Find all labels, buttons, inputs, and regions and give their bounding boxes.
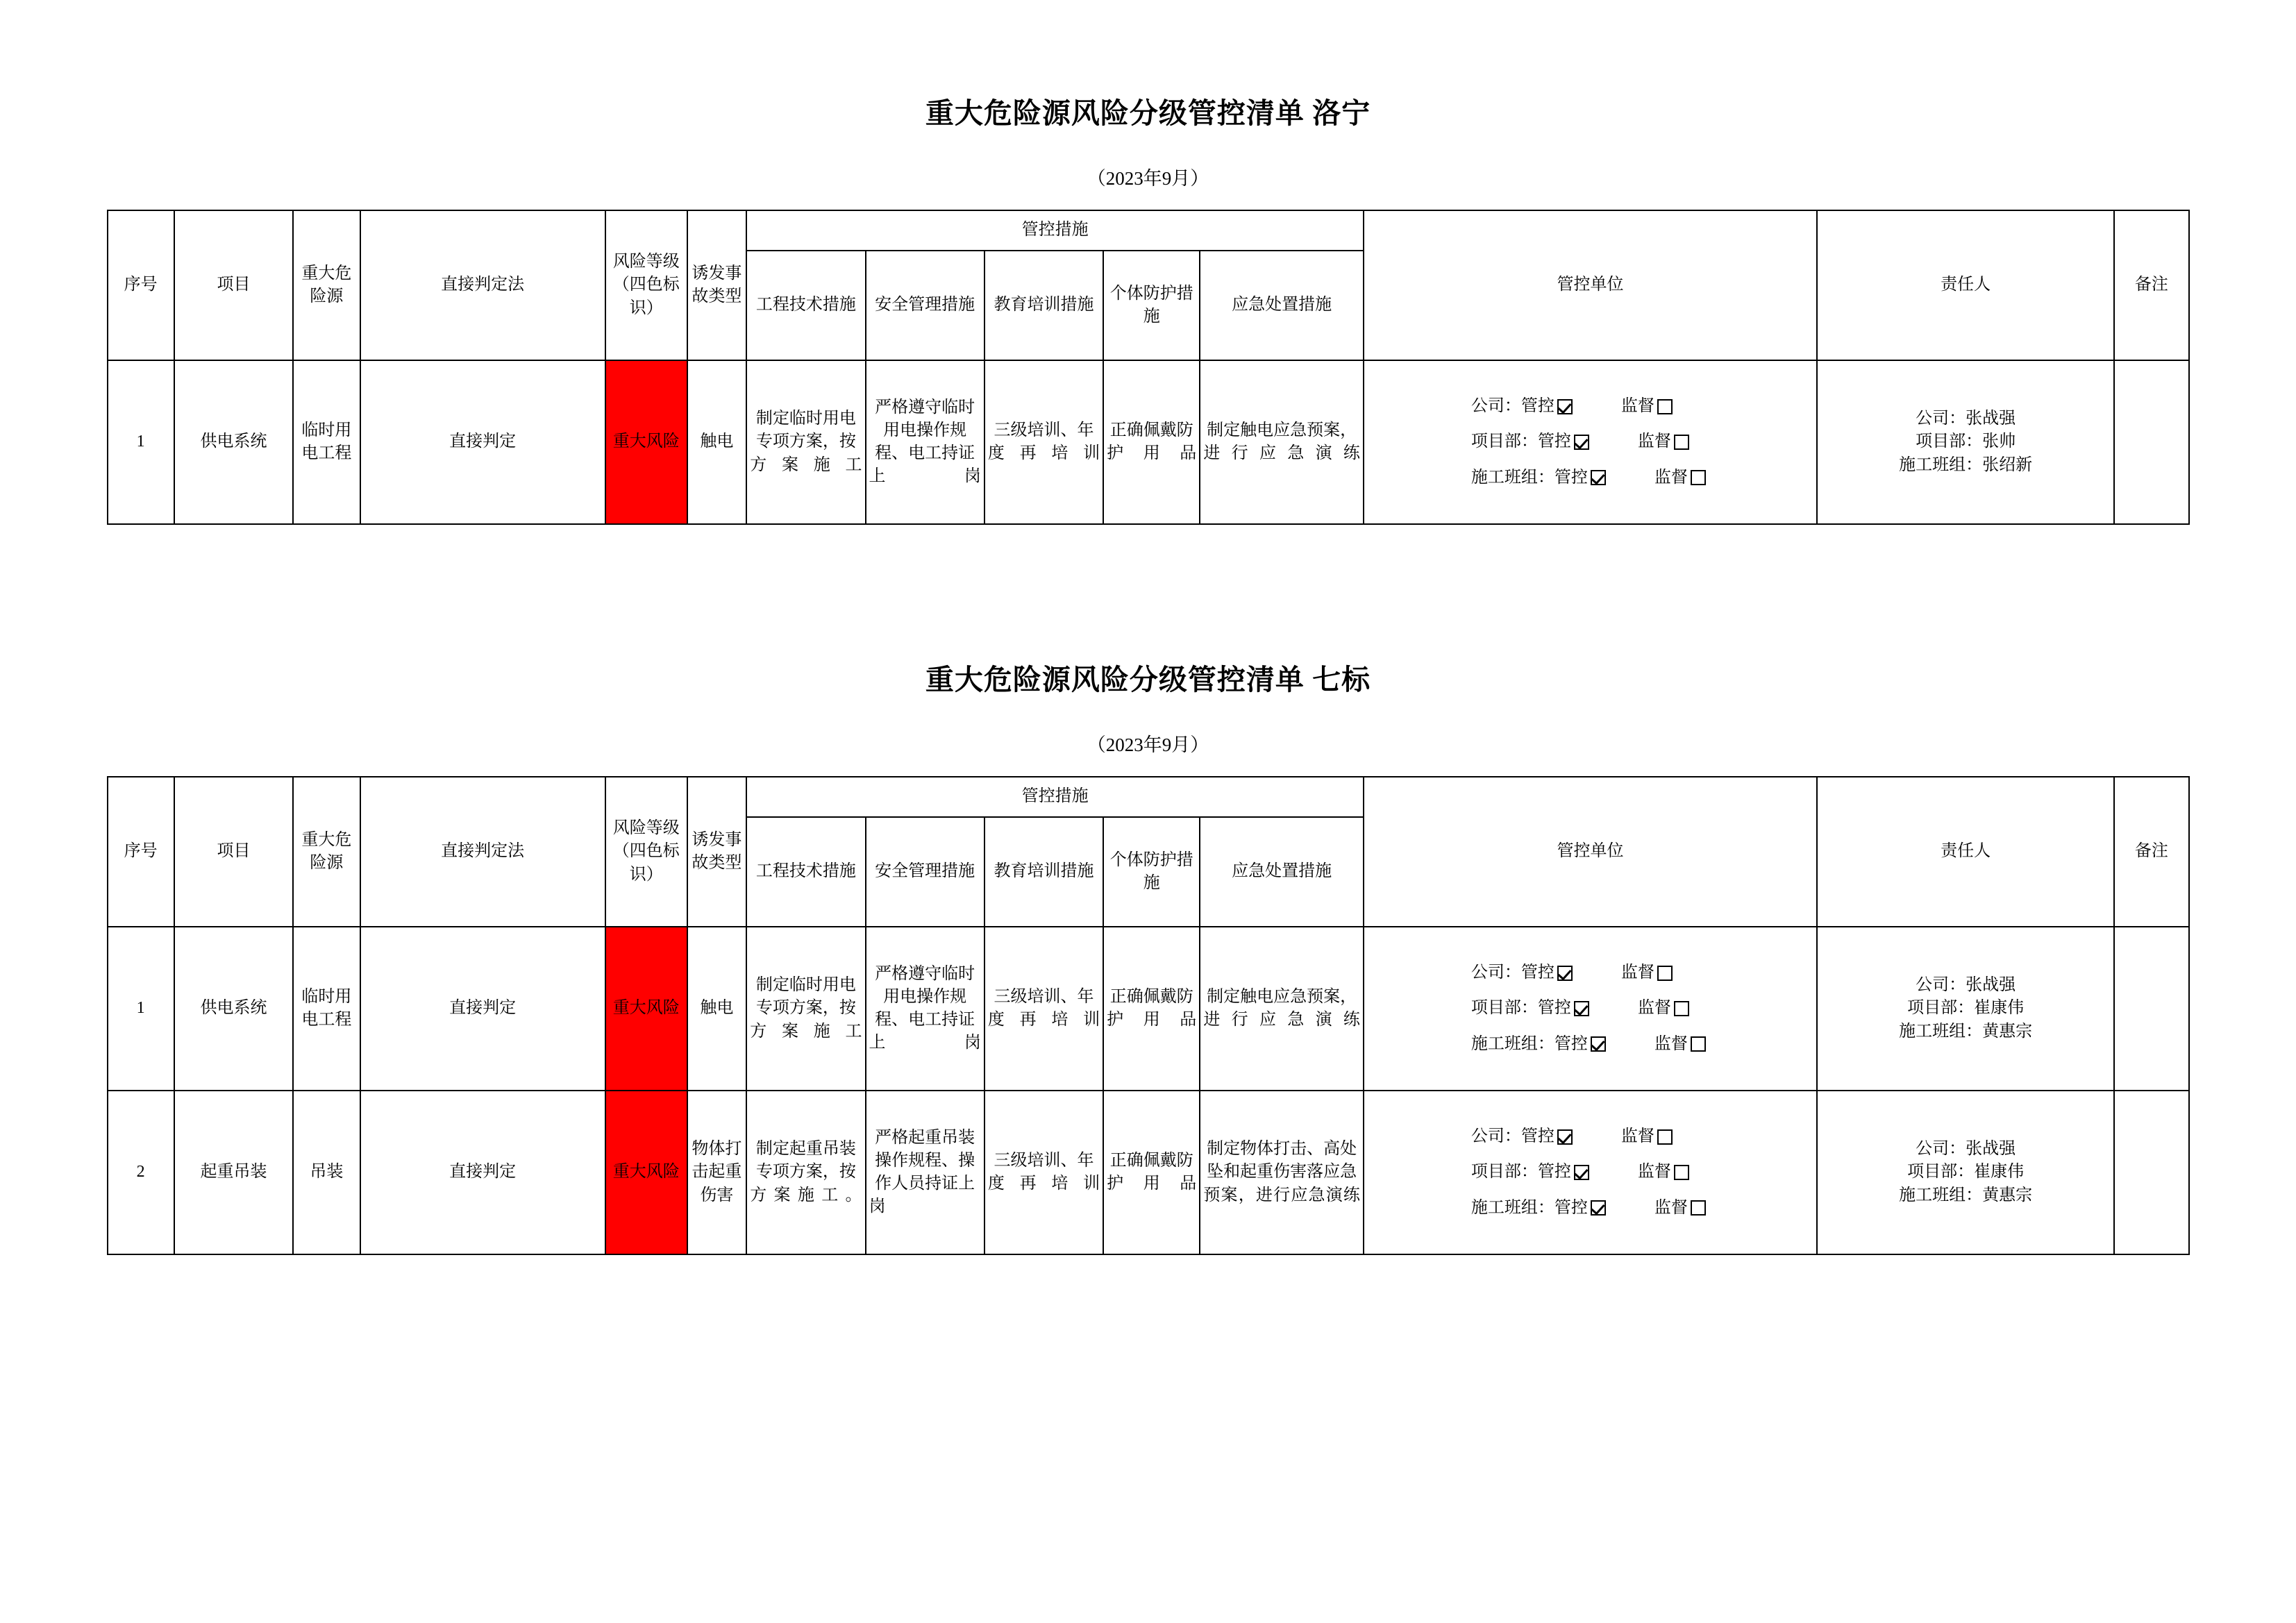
checkbox-icon[interactable] (1691, 1200, 1706, 1216)
cell-project: 供电系统 (174, 927, 293, 1091)
col-header-seq: 序号 (108, 777, 174, 927)
risk-table-1 (107, 210, 2190, 525)
cell-remark (2114, 927, 2188, 1091)
col-header-engineering: 工程技术措施 (746, 817, 865, 927)
cell-safety-mgmt: 严格遵守临时用电操作规程、电工持证上岗 (866, 360, 984, 524)
cell-emergency: 制定触电应急预案，进行应急演练 (1200, 927, 1364, 1091)
col-header-control-unit: 管控单位 (1364, 777, 1817, 927)
cell-safety-mgmt: 严格遵守临时用电操作规程、电工持证上岗 (866, 927, 984, 1091)
responsible-department: 项目部：崔康伟 (1907, 999, 2025, 1018)
control-unit-team-label: 施工班组：管控 (1470, 1034, 1588, 1053)
supervise-company-label: 监督 (1620, 1127, 1654, 1146)
col-header-responsible: 责任人 (1817, 777, 2114, 927)
responsible-team: 施工班组：黄惠宗 (1899, 1022, 2033, 1041)
cell-emergency: 制定物体打击、高处坠和起重伤害落应急预案，进行应急演练 (1200, 1091, 1364, 1254)
col-header-emergency: 应急处置措施 (1200, 251, 1364, 360)
control-unit-team-label: 施工班组：管控 (1470, 1198, 1588, 1217)
control-unit-company-label: 公司：管控 (1470, 1127, 1555, 1146)
supervise-department-label: 监督 (1637, 999, 1671, 1018)
col-header-project: 项目 (174, 777, 293, 927)
cell-project: 供电系统 (174, 360, 293, 524)
control-unit-department-label: 项目部：管控 (1470, 1163, 1571, 1181)
cell-safety-mgmt: 严格起重吊装操作规程、操作人员持证上岗 (866, 1091, 984, 1254)
checkbox-icon[interactable] (1657, 1129, 1673, 1145)
col-header-engineering: 工程技术措施 (746, 251, 865, 360)
col-header-accident-type: 诱发事故类型 (687, 210, 747, 360)
responsible-company: 公司：张战强 (1916, 410, 2016, 428)
table-row (108, 927, 2189, 1091)
supervise-team-label: 监督 (1654, 1034, 1688, 1053)
cell-education: 三级培训、年度再培训 (984, 927, 1103, 1091)
col-header-education: 教育培训措施 (984, 251, 1103, 360)
responsible-team: 施工班组：黄惠宗 (1899, 1186, 2033, 1204)
col-header-safety-mgmt: 安全管理措施 (866, 817, 984, 927)
control-unit-team-label: 施工班组：管控 (1470, 468, 1588, 487)
risk-level-text: 重大风险 (612, 999, 680, 1018)
col-header-project: 项目 (174, 210, 293, 360)
status-badge-risk-level (605, 360, 687, 524)
cell-control-unit (1364, 927, 1817, 1091)
responsible-department: 项目部：崔康伟 (1907, 1163, 2025, 1181)
col-header-hazard: 重大危险源 (293, 210, 360, 360)
col-header-remark: 备注 (2114, 210, 2188, 360)
page-title-1: 重大危险源风险分级管控清单 洛宁 (925, 97, 1371, 129)
col-header-method: 直接判定法 (360, 777, 605, 927)
control-unit-company-label: 公司：管控 (1470, 964, 1555, 982)
checkbox-checked-icon[interactable] (1557, 1129, 1573, 1145)
col-header-measures-group: 管控措施 (746, 777, 1364, 817)
cell-accident-type: 触电 (687, 360, 747, 524)
col-header-measures-group: 管控措施 (746, 210, 1364, 251)
checkbox-icon[interactable] (1691, 1036, 1706, 1052)
checkbox-checked-icon[interactable] (1591, 1036, 1606, 1052)
control-unit-team (1367, 466, 1813, 489)
col-header-responsible: 责任人 (1817, 210, 2114, 360)
checkbox-checked-icon[interactable] (1574, 1165, 1589, 1180)
status-badge-risk-level (605, 1091, 687, 1254)
supervise-department-label: 监督 (1637, 1163, 1671, 1181)
col-header-risk-level: 风险等级（四色标识） (605, 777, 687, 927)
col-header-safety-mgmt: 安全管理措施 (866, 251, 984, 360)
risk-level-text: 重大风险 (612, 432, 680, 451)
cell-ppe: 正确佩戴防护用品 (1103, 360, 1200, 524)
cell-seq: 1 (108, 927, 174, 1091)
control-unit-company (1367, 1125, 1813, 1148)
col-header-emergency: 应急处置措施 (1200, 817, 1364, 927)
cell-engineering: 制定临时用电专项方案，按方案施工 (746, 927, 865, 1091)
checkbox-checked-icon[interactable] (1591, 470, 1606, 485)
col-header-ppe: 个体防护措施 (1103, 817, 1200, 927)
checkbox-checked-icon[interactable] (1574, 435, 1589, 450)
cell-project: 起重吊装 (174, 1091, 293, 1254)
col-header-control-unit: 管控单位 (1364, 210, 1817, 360)
cell-responsible (1817, 1091, 2114, 1254)
control-unit-company (1367, 961, 1813, 984)
cell-ppe: 正确佩戴防护用品 (1103, 1091, 1200, 1254)
col-header-risk-level: 风险等级（四色标识） (605, 210, 687, 360)
status-badge-risk-level (605, 927, 687, 1091)
cell-hazard: 吊装 (293, 1091, 360, 1254)
page-subtitle-1: （2023年9月） (1087, 168, 1209, 189)
cell-engineering: 制定临时用电专项方案，按方案施工 (746, 360, 865, 524)
cell-education: 三级培训、年度再培训 (984, 1091, 1103, 1254)
cell-responsible (1817, 927, 2114, 1091)
cell-seq: 1 (108, 360, 174, 524)
control-unit-team (1367, 1197, 1813, 1220)
cell-engineering: 制定起重吊装专项方案，按方案施工。 (746, 1091, 865, 1254)
control-unit-company-label: 公司：管控 (1470, 397, 1555, 416)
responsible-company: 公司：张战强 (1916, 1140, 2016, 1159)
responsible-team: 施工班组：张绍新 (1899, 455, 2033, 474)
cell-remark (2114, 1091, 2188, 1254)
checkbox-icon[interactable] (1657, 399, 1673, 414)
table-row (108, 360, 2189, 524)
col-header-method: 直接判定法 (360, 210, 605, 360)
cell-method: 直接判定 (360, 360, 605, 524)
checkbox-icon[interactable] (1691, 470, 1706, 485)
risk-level-text: 重大风险 (612, 1163, 680, 1181)
table-row (108, 1091, 2189, 1254)
cell-seq: 2 (108, 1091, 174, 1254)
table-header-group-row (108, 210, 2189, 251)
page-subtitle-2: （2023年9月） (1087, 734, 1209, 755)
col-header-accident-type: 诱发事故类型 (687, 777, 747, 927)
cell-control-unit (1364, 360, 1817, 524)
responsible-department: 项目部：张帅 (1916, 432, 2016, 451)
cell-method: 直接判定 (360, 927, 605, 1091)
cell-emergency: 制定触电应急预案，进行应急演练 (1200, 360, 1364, 524)
checkbox-icon[interactable] (1674, 1165, 1689, 1180)
cell-accident-type: 触电 (687, 927, 747, 1091)
col-header-ppe: 个体防护措施 (1103, 251, 1200, 360)
control-unit-department (1367, 997, 1813, 1020)
col-header-remark: 备注 (2114, 777, 2188, 927)
cell-method: 直接判定 (360, 1091, 605, 1254)
col-header-hazard: 重大危险源 (293, 777, 360, 927)
cell-remark (2114, 360, 2188, 524)
supervise-team-label: 监督 (1654, 468, 1688, 487)
supervise-company-label: 监督 (1620, 397, 1654, 416)
risk-table-2 (107, 776, 2190, 1255)
responsible-company: 公司：张战强 (1916, 976, 2016, 995)
checkbox-icon[interactable] (1674, 435, 1689, 450)
control-unit-department-label: 项目部：管控 (1470, 999, 1571, 1018)
supervise-company-label: 监督 (1620, 964, 1654, 982)
control-unit-department (1367, 1161, 1813, 1184)
supervise-team-label: 监督 (1654, 1198, 1688, 1217)
cell-hazard: 临时用电工程 (293, 927, 360, 1091)
control-unit-department (1367, 430, 1813, 453)
control-unit-team (1367, 1033, 1813, 1056)
cell-education: 三级培训、年度再培训 (984, 360, 1103, 524)
checkbox-checked-icon[interactable] (1557, 966, 1573, 981)
cell-accident-type: 物体打击起重伤害 (687, 1091, 747, 1254)
checkbox-checked-icon[interactable] (1591, 1200, 1606, 1216)
page-title-2: 重大危险源风险分级管控清单 七标 (925, 664, 1371, 696)
cell-control-unit (1364, 1091, 1817, 1254)
checkbox-icon[interactable] (1674, 1001, 1689, 1016)
cell-hazard: 临时用电工程 (293, 360, 360, 524)
checkbox-checked-icon[interactable] (1557, 399, 1573, 414)
table-header-group-row (108, 777, 2189, 817)
control-unit-company (1367, 395, 1813, 418)
cell-ppe: 正确佩戴防护用品 (1103, 927, 1200, 1091)
section-luoning (104, 90, 2192, 525)
supervise-department-label: 监督 (1637, 432, 1671, 451)
col-header-seq: 序号 (108, 210, 174, 360)
cell-responsible (1817, 360, 2114, 524)
checkbox-checked-icon[interactable] (1574, 1001, 1589, 1016)
col-header-education: 教育培训措施 (984, 817, 1103, 927)
control-unit-department-label: 项目部：管控 (1470, 432, 1571, 451)
section-qibiao (104, 657, 2192, 1255)
checkbox-icon[interactable] (1657, 966, 1673, 981)
